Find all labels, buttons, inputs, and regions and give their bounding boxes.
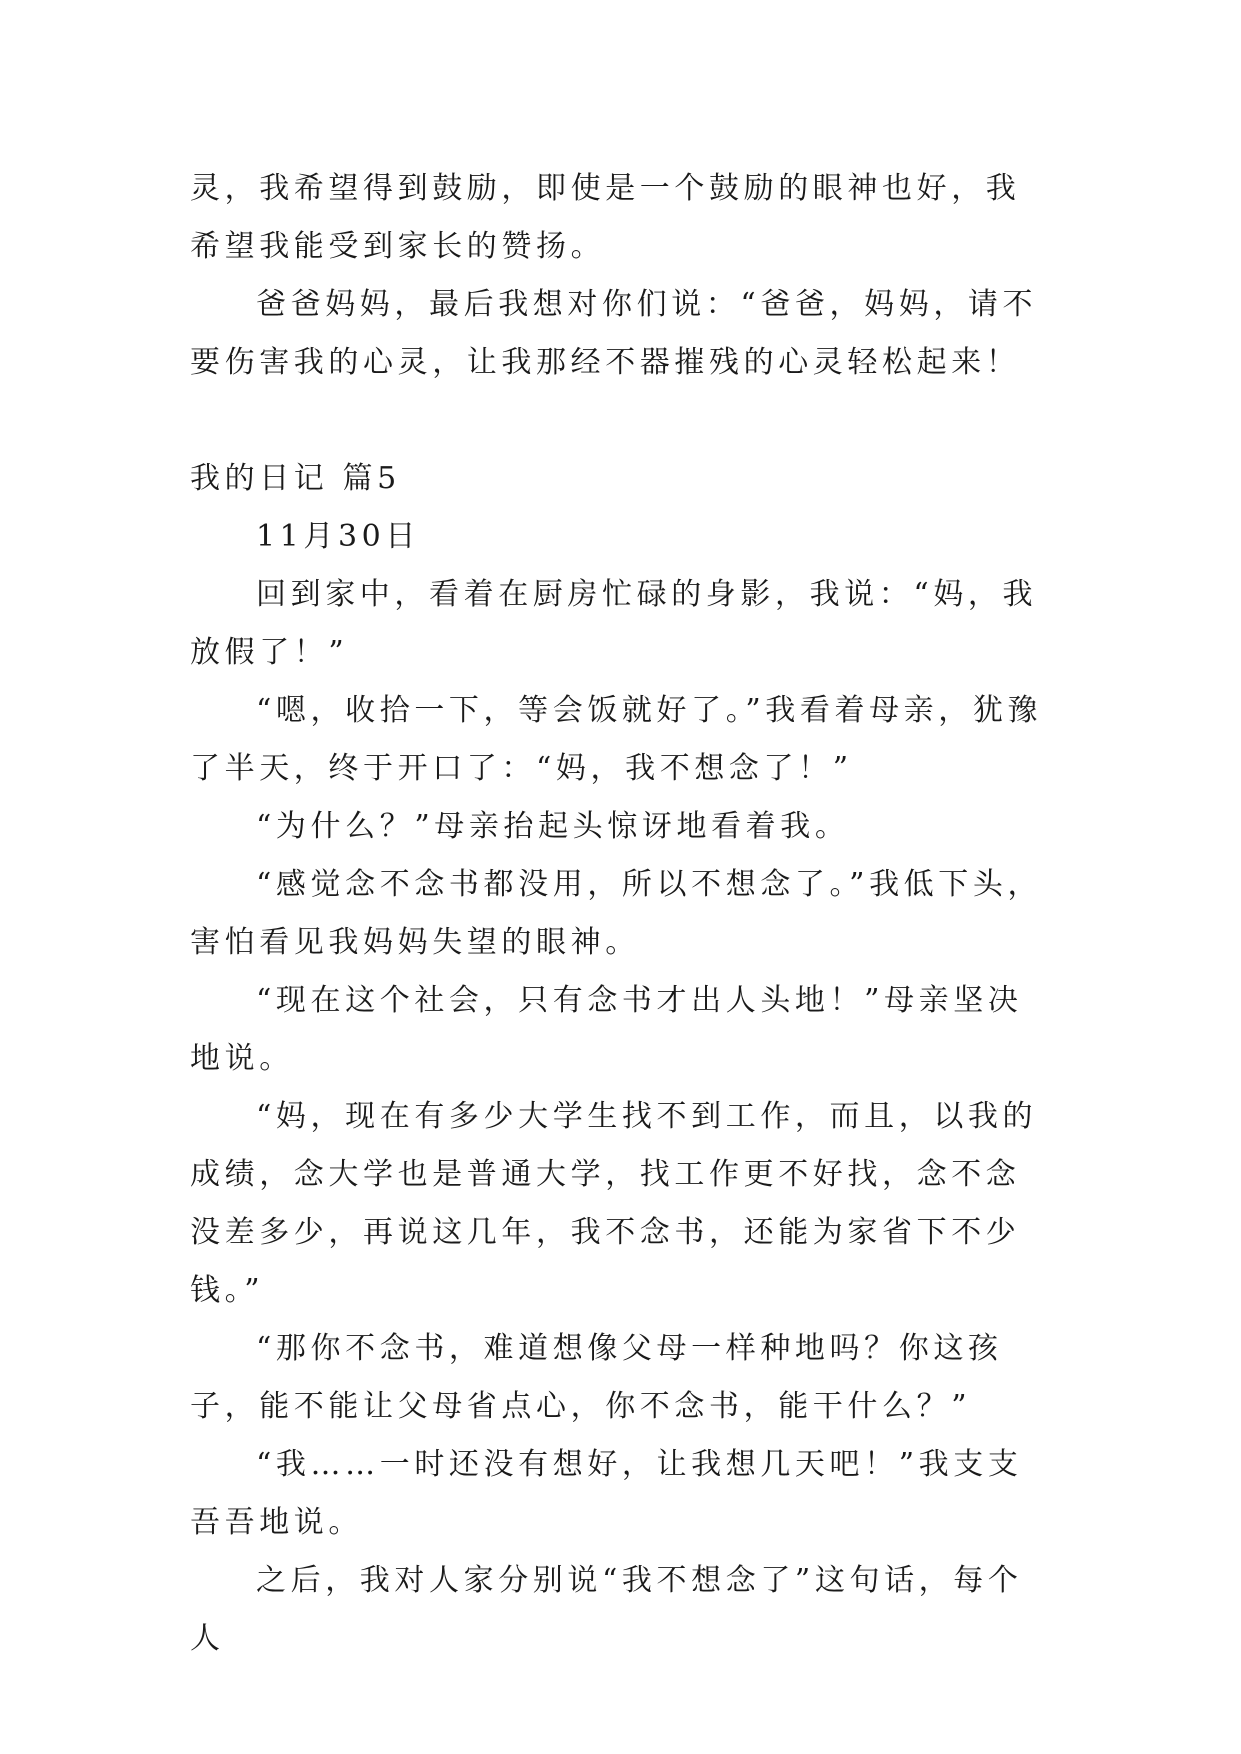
paragraph: “感觉念不念书都没用，所以不想念了。”我低下头，害怕看见我妈妈失望的眼神。 (190, 867, 1043, 960)
diary-date: 11月30日 (256, 519, 420, 554)
paragraph-continuation: 灵，我希望得到鼓励，即使是一个鼓励的眼神也好，我希望我能受到家长的赞扬。 (190, 171, 1021, 264)
document-body (190, 160, 1050, 1668)
paragraph: “嗯，收拾一下，等会饭就好了。”我看着母亲，犹豫了半天，终于开口了：“妈，我不想念了！” (190, 693, 1043, 786)
section-heading: 我的日记 篇5 (190, 461, 401, 496)
paragraph: “妈，现在有多少大学生找不到工作，而且，以我的成绩，念大学也是普通大学，找工作更不好找，念不念没差多少，再说这几年，我不念书，还能为家省下不少钱。” (190, 1099, 1038, 1308)
paragraph: “现在这个社会，只有念书才出人头地！”母亲坚决地说。 (190, 983, 1023, 1076)
paragraph: 回到家中，看着在厨房忙碌的身影，我说：“妈，我放假了！” (190, 577, 1038, 670)
paragraph: 之后，我对人家分别说“我不想念了”这句话，每个人 (190, 1563, 1023, 1656)
paragraph: “为什么？”母亲抬起头惊讶地看着我。 (256, 809, 850, 844)
paragraph: “那你不念书，难道想像父母一样种地吗？你这孩子，能不能让父母省点心，你不念书，能干什么？” (190, 1331, 1003, 1424)
paragraph-closing-words: 爸爸妈妈，最后我想对你们说：“爸爸，妈妈，请不要伤害我的心灵，让我那经不器摧残的心灵轻松起来！ (190, 287, 1038, 380)
paragraph: “我……一时还没有想好，让我想几天吧！”我支支吾吾地说。 (190, 1447, 1023, 1540)
